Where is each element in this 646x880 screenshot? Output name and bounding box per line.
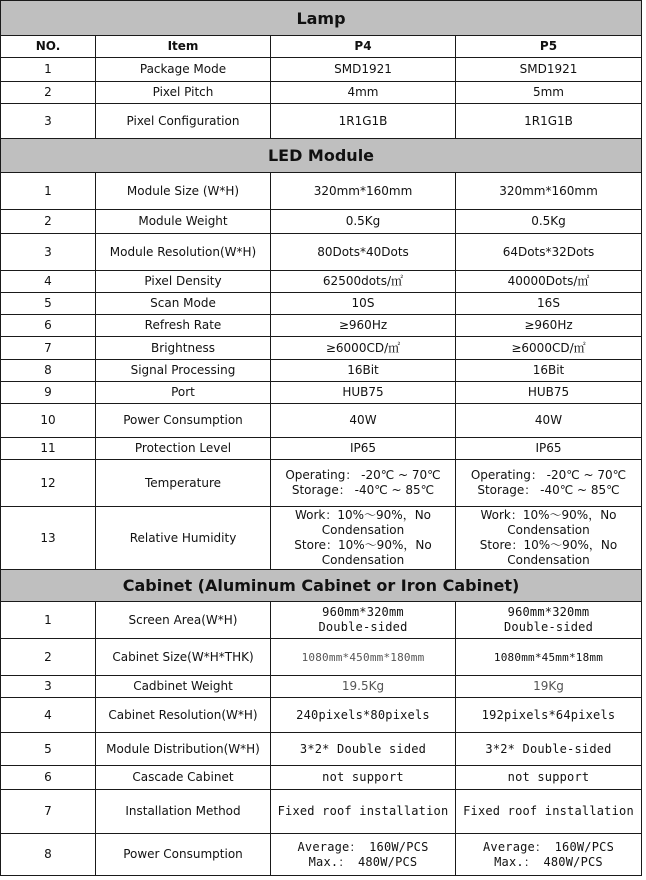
row-no: 3 (1, 104, 96, 139)
row-p5: 64Dots*32Dots (456, 234, 642, 271)
row-item: Cabinet Size(W*H*THK) (96, 639, 271, 676)
row-item: Relative Humidity (96, 507, 271, 570)
table-row (1, 104, 642, 139)
row-no: 2 (1, 210, 96, 234)
row-no: 1 (1, 58, 96, 82)
row-p5: ≥960Hz (456, 315, 642, 337)
row-p4: SMD1921 (271, 58, 456, 82)
row-no: 11 (1, 438, 96, 460)
section-title-lamp: Lamp (1, 1, 642, 36)
row-p5: not support (456, 766, 642, 790)
table-row (1, 639, 642, 676)
row-p5: 16S (456, 293, 642, 315)
row-p4: Operating： -20℃ ~ 70℃ Storage： -40℃ ~ 85℃ (271, 460, 456, 507)
table-row (1, 602, 642, 639)
table-row (1, 766, 642, 790)
row-p4: Fixed roof installation (271, 790, 456, 834)
row-p4: 16Bit (271, 360, 456, 382)
row-item: Module Resolution(W*H) (96, 234, 271, 271)
table-row (1, 210, 642, 234)
table-row (1, 676, 642, 698)
table-row (1, 315, 642, 337)
row-p5: 1080mm*45mm*18mm (456, 639, 642, 676)
section-header-lamp (1, 1, 642, 36)
row-p5: 16Bit (456, 360, 642, 382)
row-p5: 3*2* Double-sided (456, 733, 642, 766)
row-item: Cascade Cabinet (96, 766, 271, 790)
row-p5: 1R1G1B (456, 104, 642, 139)
row-no: 5 (1, 293, 96, 315)
row-p5: IP65 (456, 438, 642, 460)
row-p4: 0.5Kg (271, 210, 456, 234)
row-p5: 40000Dots/㎡ (456, 271, 642, 293)
row-p4: 960mm*320mm Double-sided (271, 602, 456, 639)
section-title-cabinet: Cabinet (Aluminum Cabinet or Iron Cabinet) (1, 570, 642, 602)
row-p5: Average： 160W/PCS Max.： 480W/PCS (456, 834, 642, 876)
table-row (1, 271, 642, 293)
table-row (1, 404, 642, 438)
row-no: 6 (1, 315, 96, 337)
row-p4: Work：10%～90%，No Condensation Store：10%～90%，No Condensation (271, 507, 456, 570)
row-no: 6 (1, 766, 96, 790)
table-row (1, 82, 642, 104)
row-p4: Average： 160W/PCS Max.： 480W/PCS (271, 834, 456, 876)
section-header-led-module (1, 139, 642, 173)
row-p4: ≥6000CD/㎡ (271, 337, 456, 360)
row-no: 4 (1, 271, 96, 293)
table-row (1, 337, 642, 360)
row-item: Power Consumption (96, 834, 271, 876)
row-no: 7 (1, 790, 96, 834)
row-no: 8 (1, 360, 96, 382)
row-p5: Operating： -20℃ ~ 70℃ Storage： -40℃ ~ 85℃ (456, 460, 642, 507)
row-p5: 0.5Kg (456, 210, 642, 234)
row-no: 1 (1, 602, 96, 639)
row-p5: 320mm*160mm (456, 173, 642, 210)
row-item: Module Weight (96, 210, 271, 234)
row-no: 8 (1, 834, 96, 876)
row-no: 3 (1, 676, 96, 698)
row-item: Signal Processing (96, 360, 271, 382)
row-p4: 320mm*160mm (271, 173, 456, 210)
row-p5: HUB75 (456, 382, 642, 404)
row-p4: 10S (271, 293, 456, 315)
row-p4: IP65 (271, 438, 456, 460)
row-p5: 19Kg (456, 676, 642, 698)
row-item: Brightness (96, 337, 271, 360)
row-item: Installation Method (96, 790, 271, 834)
row-item: Scan Mode (96, 293, 271, 315)
row-p4: ≥960Hz (271, 315, 456, 337)
row-p4: 3*2* Double sided (271, 733, 456, 766)
row-p4: HUB75 (271, 382, 456, 404)
table-row (1, 698, 642, 733)
row-item: Protection Level (96, 438, 271, 460)
table-row (1, 360, 642, 382)
row-no: 1 (1, 173, 96, 210)
header-p4: P4 (271, 36, 456, 58)
row-p4: 40W (271, 404, 456, 438)
row-p4: 1R1G1B (271, 104, 456, 139)
row-item: Cabinet Resolution(W*H) (96, 698, 271, 733)
section-title-led-module: LED Module (1, 139, 642, 173)
row-p4: 80Dots*40Dots (271, 234, 456, 271)
section-header-cabinet (1, 570, 642, 602)
row-p4: not support (271, 766, 456, 790)
row-no: 2 (1, 639, 96, 676)
row-p4: 240pixels*80pixels (271, 698, 456, 733)
row-item: Temperature (96, 460, 271, 507)
row-item: Pixel Pitch (96, 82, 271, 104)
table-row (1, 460, 642, 507)
table-row (1, 733, 642, 766)
row-item: Screen Area(W*H) (96, 602, 271, 639)
table-row (1, 790, 642, 834)
header-no: NO. (1, 36, 96, 58)
row-item: Cadbinet Weight (96, 676, 271, 698)
row-item: Pixel Configuration (96, 104, 271, 139)
row-p4: 4mm (271, 82, 456, 104)
table-row (1, 438, 642, 460)
row-p5: 40W (456, 404, 642, 438)
table-row (1, 507, 642, 570)
row-p4: 19.5Kg (271, 676, 456, 698)
table-row (1, 834, 642, 876)
table-row (1, 58, 642, 82)
table-row (1, 293, 642, 315)
header-item: Item (96, 36, 271, 58)
row-no: 9 (1, 382, 96, 404)
row-p5: 5mm (456, 82, 642, 104)
row-no: 10 (1, 404, 96, 438)
row-item: Refresh Rate (96, 315, 271, 337)
table-row (1, 173, 642, 210)
header-p5: P5 (456, 36, 642, 58)
row-no: 2 (1, 82, 96, 104)
row-p5: ≥6000CD/㎡ (456, 337, 642, 360)
row-p5: Fixed roof installation (456, 790, 642, 834)
row-no: 13 (1, 507, 96, 570)
row-no: 12 (1, 460, 96, 507)
row-no: 4 (1, 698, 96, 733)
row-p5: Work：10%～90%，No Condensation Store：10%～90%，No Condensation (456, 507, 642, 570)
row-p5: 192pixels*64pixels (456, 698, 642, 733)
row-p4: 62500dots/㎡ (271, 271, 456, 293)
row-item: Power Consumption (96, 404, 271, 438)
table-row (1, 382, 642, 404)
row-p4: 1080mm*450mm*180mm (271, 639, 456, 676)
row-item: Pixel Density (96, 271, 271, 293)
row-no: 5 (1, 733, 96, 766)
row-p5: 960mm*320mm Double-sided (456, 602, 642, 639)
column-header-row (1, 36, 642, 58)
row-item: Module Size (W*H) (96, 173, 271, 210)
row-item: Module Distribution(W*H) (96, 733, 271, 766)
row-item: Package Mode (96, 58, 271, 82)
table-row (1, 234, 642, 271)
row-p5: SMD1921 (456, 58, 642, 82)
row-no: 3 (1, 234, 96, 271)
row-item: Port (96, 382, 271, 404)
row-no: 7 (1, 337, 96, 360)
